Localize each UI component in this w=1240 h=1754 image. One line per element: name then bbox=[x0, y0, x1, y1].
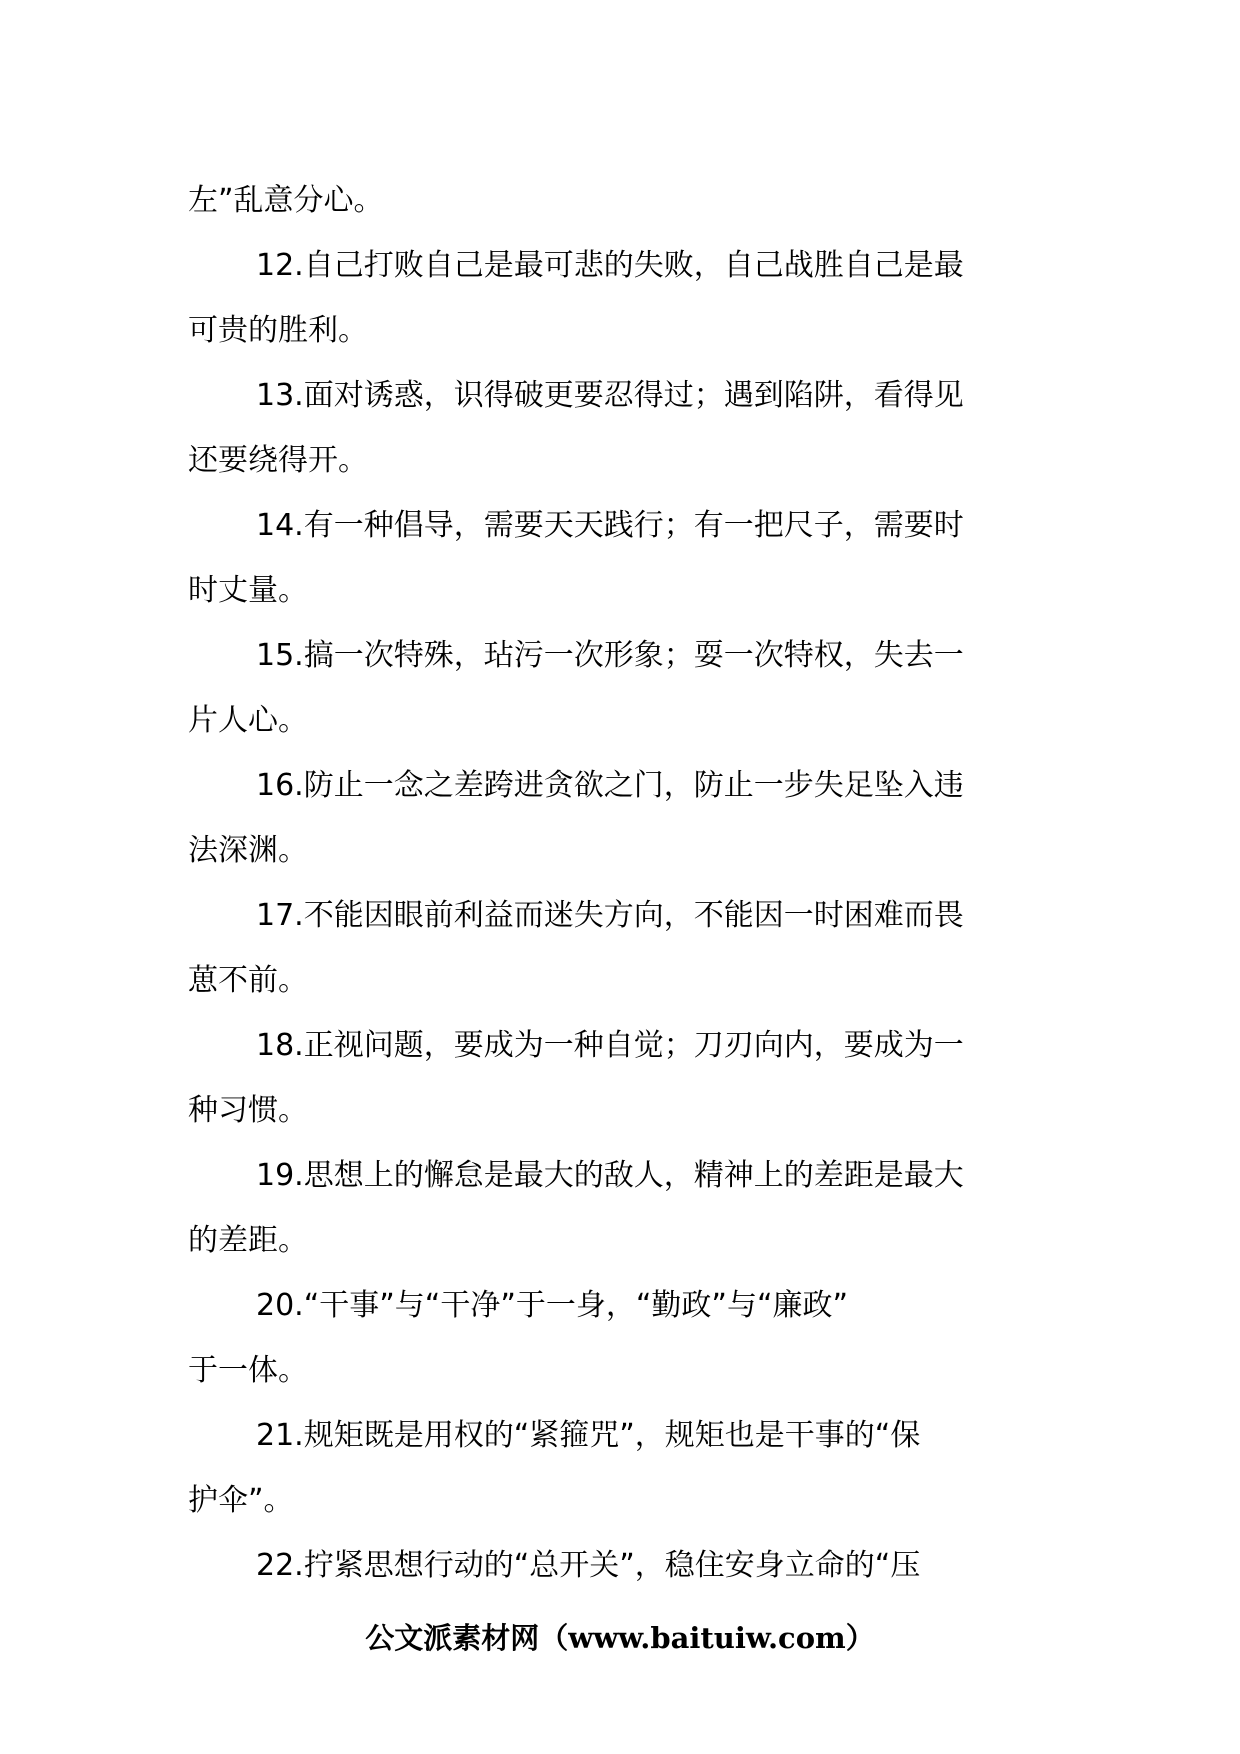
text-line: 法深渊。 bbox=[188, 833, 308, 868]
text-line: 17.不能因眼前利益而迷失方向，不能因一时困难而畏 bbox=[256, 898, 964, 933]
text-line: 可贵的胜利。 bbox=[188, 313, 368, 348]
text-line: 13.面对诱惑，识得破更要忍得过；遇到陷阱，看得见 bbox=[256, 378, 964, 413]
page-footer: 公文派素材网（www.baituiw.com） bbox=[365, 1621, 875, 1655]
text-line: 12.自己打败自己是最可悲的失败，自己战胜自己是最 bbox=[256, 248, 964, 283]
text-line: 还要绕得开。 bbox=[188, 443, 368, 478]
text-line: 片人心。 bbox=[188, 703, 308, 738]
text-line: 左”乱意分心。 bbox=[188, 183, 384, 218]
text-line: 的差距。 bbox=[188, 1223, 308, 1258]
text-line: 21.规矩既是用权的“紧箍咒”，规矩也是干事的“保 bbox=[256, 1418, 921, 1453]
text-line: 15.搞一次特殊，玷污一次形象；耍一次特权，失去一 bbox=[256, 638, 964, 673]
text-line: 时丈量。 bbox=[188, 573, 308, 608]
text-line: 14.有一种倡导，需要天天践行；有一把尺子，需要时 bbox=[256, 508, 964, 543]
text-line: 19.思想上的懈怠是最大的敌人，精神上的差距是最大 bbox=[256, 1158, 964, 1193]
text-line: 16.防止一念之差跨进贪欲之门，防止一步失足坠入违 bbox=[256, 768, 964, 803]
document-body bbox=[188, 168, 1060, 1598]
text-line: 护伞”。 bbox=[188, 1483, 294, 1518]
text-line: 于一体。 bbox=[188, 1353, 308, 1388]
text-line: 22.拧紧思想行动的“总开关”，稳住安身立命的“压 bbox=[256, 1548, 921, 1583]
text-line: 18.正视问题，要成为一种自觉；刀刃向内，要成为一 bbox=[256, 1028, 964, 1063]
text-line: 种习惯。 bbox=[188, 1093, 308, 1128]
text-line: 葸不前。 bbox=[188, 963, 308, 998]
text-line: 20.“干事”与“干净”于一身，“勤政”与“廉政” bbox=[256, 1288, 849, 1323]
